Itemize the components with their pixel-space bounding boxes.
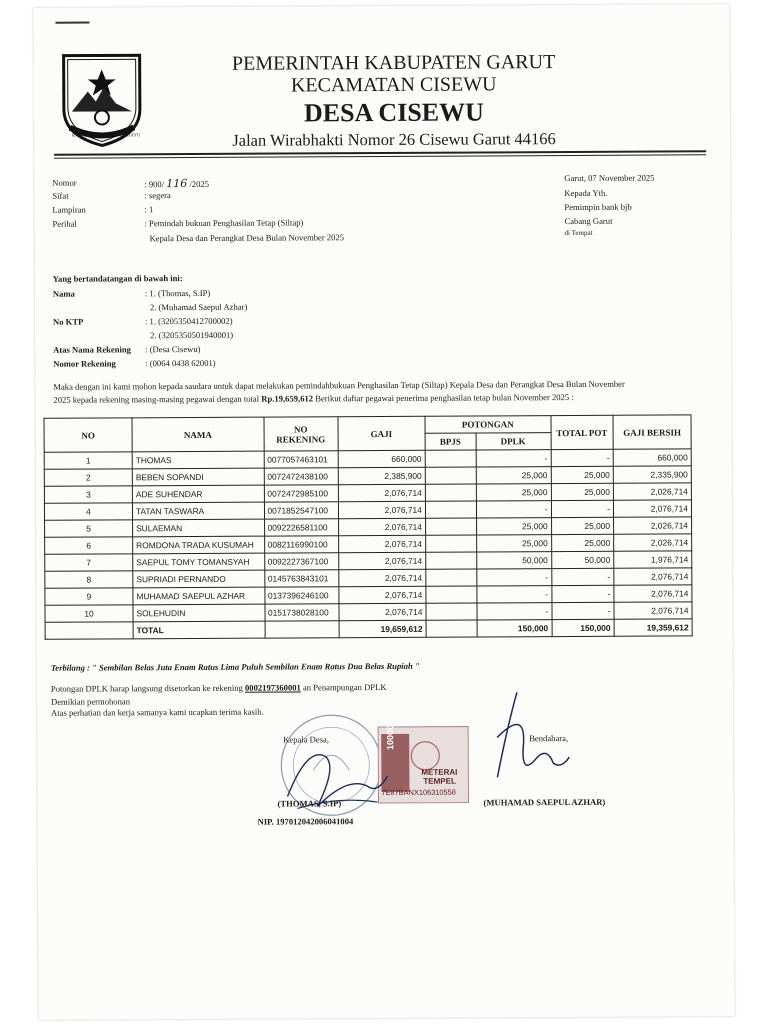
cell-gaji: 2,385,900 xyxy=(338,467,425,484)
col-no: NO xyxy=(44,418,132,452)
cell-dplk: - xyxy=(476,501,551,518)
cell-bpjs xyxy=(426,569,477,586)
cell-gaji: 2,076,714 xyxy=(339,552,426,569)
cell-bersih: 2,026,714 xyxy=(614,534,692,551)
cell-bersih: 2,076,714 xyxy=(614,585,692,602)
stamp-line1: METERAI xyxy=(421,767,458,777)
perihal-value: : Pemindah bukuan Penghasilan Tetap (Siltap) xyxy=(144,217,304,229)
sifat-value: : segera xyxy=(144,190,171,201)
lampiran-value: : 1 xyxy=(144,204,154,215)
cell-nama: SUPRIADI PERNANDO xyxy=(133,570,265,588)
bendahara-name: (MUHAMAD SAEPUL AZHAR) xyxy=(483,796,606,808)
cell-rekening: 0092226581100 xyxy=(264,519,338,536)
total-row xyxy=(45,619,692,639)
nomor-handwritten: 116 xyxy=(166,177,188,191)
cell-bpjs xyxy=(425,467,476,484)
col-nama: NAMA xyxy=(132,417,264,452)
signers-intro: Yang bertandatangan di bawah ini: xyxy=(52,273,183,284)
total-gaji: 19,659,612 xyxy=(339,620,426,637)
nomor-label: Nomor xyxy=(52,177,77,188)
closing-line1: Potongan DPLK harap langsung disetorkan ke rekening 0002197360001 an Penampungan DPLK xyxy=(50,681,387,694)
letter-date: Garut, 07 November 2025 xyxy=(564,172,655,184)
cell-total-pot: 25,000 xyxy=(551,466,613,483)
closing-line3: Atas perhatian dan kerja samanya kami ucapkan terima kasih. xyxy=(51,706,264,718)
cell-rekening: 0072472438100 xyxy=(264,468,338,485)
cell-gaji: 2,076,714 xyxy=(338,484,425,501)
letterhead-title: DESA CISEWU xyxy=(303,97,484,128)
col-gaji: GAJI xyxy=(338,416,425,450)
cell-dplk: 25,000 xyxy=(476,518,551,535)
cell-rekening: 0092227367100 xyxy=(264,553,338,570)
col-total-pot: TOTAL POT xyxy=(551,415,614,449)
letterhead-line1: PEMERINTAH KABUPATEN GARUT xyxy=(231,51,556,75)
cell-bpjs xyxy=(425,518,476,535)
cell-bpjs xyxy=(425,535,476,552)
cell-gaji: 2,076,714 xyxy=(339,569,426,586)
recipient-line1: Kepada Yth. xyxy=(564,187,608,199)
body-line2: 2025 kepada rekening masing-masing pegawai dengan total Rp.19,659,612 Berikut daftar pegawai penerima penghasilan tetap bulan November 2025 : xyxy=(53,392,574,405)
cell-dplk: - xyxy=(476,569,551,586)
cell-rekening: 0145763843101 xyxy=(264,570,338,587)
cell-nama: TATAN TASWARA xyxy=(132,502,264,520)
col-potongan: POTONGAN xyxy=(425,416,551,434)
perihal-value-2: Kepala Desa dan Perangkat Desa Bulan November 2025 xyxy=(149,232,345,244)
cell-bersih: 2,076,714 xyxy=(614,568,692,585)
cell-bersih: 2,335,900 xyxy=(613,466,691,483)
cell-dplk: 25,000 xyxy=(476,535,551,552)
cell-bpjs xyxy=(426,586,477,603)
cell-no: 3 xyxy=(44,486,132,503)
cell-no: 4 xyxy=(44,503,132,520)
cell-gaji: 2,076,714 xyxy=(338,535,425,552)
recipient-line3: Cabang Garut xyxy=(564,215,613,227)
cell-total-pot: 25,000 xyxy=(551,517,613,534)
cell-no: 8 xyxy=(45,571,133,588)
cell-rekening: 0071852547100 xyxy=(264,502,338,519)
salary-table xyxy=(44,414,693,639)
rekening-no-value: : (0064 0438 62001) xyxy=(145,357,216,369)
cell-gaji: 2,076,714 xyxy=(339,603,426,620)
cell-nama: ROMDONA TRADA KUSUMAH xyxy=(133,536,265,554)
cell-rekening: 0137396246100 xyxy=(264,587,338,604)
cell-dplk: 25,000 xyxy=(476,484,551,501)
cell-rekening: 0072472985100 xyxy=(264,485,338,502)
cell-no: 1 xyxy=(44,452,132,469)
cell-gaji: 2,076,714 xyxy=(338,501,425,518)
cell-gaji: 2,076,714 xyxy=(338,518,425,535)
bendahara-label: Bendahara, xyxy=(529,733,569,744)
cell-bpjs xyxy=(425,484,476,501)
cell-nama: THOMAS xyxy=(132,451,264,469)
col-gaji-bersih: GAJI BERSIH xyxy=(613,415,691,449)
nama-2: 2. (Muhamad Saepul Azhar) xyxy=(149,301,248,313)
corner-mark xyxy=(55,22,89,24)
cell-nama: SOLEHUDIN xyxy=(133,604,265,622)
cell-rekening: 0151738028100 xyxy=(264,604,338,621)
cell-nama: SULAEMAN xyxy=(133,519,265,537)
cell-total-pot: - xyxy=(551,568,613,585)
cell-bpjs xyxy=(426,603,477,620)
cell-nama: MUHAMAD SAEPUL AZHAR xyxy=(133,587,265,605)
cell-total-pot: 50,000 xyxy=(551,551,613,568)
col-bpjs: BPJS xyxy=(425,433,476,450)
closing-line2: Demikian permohonan xyxy=(50,696,131,707)
ktp-2: 2. (3205350501940001) xyxy=(150,329,234,341)
cell-dplk: - xyxy=(476,450,551,467)
cell-dplk: - xyxy=(476,603,551,620)
cell-total-pot: - xyxy=(551,585,613,602)
cell-total-pot: 25,000 xyxy=(551,483,613,500)
kepala-desa-name: (THOMAS, S.IP) xyxy=(277,798,342,809)
cell-bersih: 2,076,714 xyxy=(613,500,691,517)
col-dplk: DPLK xyxy=(476,433,551,450)
total-bersih: 19,359,612 xyxy=(614,619,692,636)
cell-no: 5 xyxy=(45,520,133,537)
cell-no: 2 xyxy=(44,469,132,486)
sifat-label: Sifat xyxy=(52,190,69,201)
recipient-line2: Pemimpin bank bjb xyxy=(564,201,632,213)
cell-total-pot: 25,000 xyxy=(551,534,613,551)
cell-bpjs xyxy=(425,450,476,467)
cell-bersih: 2,026,714 xyxy=(613,483,691,500)
cell-nama: SAEPUL TOMY TOMANSYAH xyxy=(133,553,265,571)
nama-1: : 1. (Thomas, S.IP) xyxy=(144,287,211,299)
ktp-1: : 1. (3205350412700002) xyxy=(144,315,233,327)
cell-dplk: 50,000 xyxy=(476,552,551,569)
cell-bpjs xyxy=(425,501,476,518)
body-total: Rp.19,659,612 xyxy=(261,393,314,404)
cell-dplk: - xyxy=(476,586,551,603)
cell-no: 6 xyxy=(45,537,133,554)
rekening-no-label: Nomor Rekening xyxy=(53,358,116,369)
cell-total-pot: - xyxy=(551,449,613,466)
cell-no: 9 xyxy=(45,588,133,605)
cell-bpjs xyxy=(426,552,477,569)
cell-no: 7 xyxy=(45,554,133,571)
total-pot: 150,000 xyxy=(552,619,614,636)
cell-bersih: 660,000 xyxy=(613,449,691,466)
cell-bersih: 2,076,714 xyxy=(614,602,692,619)
stamp-value: 10000 xyxy=(385,724,396,750)
stamp-line2: TEMPEL xyxy=(423,776,456,786)
kepala-desa-nip: NIP. 197012042006041004 xyxy=(257,816,354,827)
total-dplk: 150,000 xyxy=(477,620,552,637)
cell-bersih: 1,976,714 xyxy=(614,551,692,568)
kepala-desa-label: Kepala Desa, xyxy=(283,734,330,745)
cell-gaji: 660,000 xyxy=(338,450,425,467)
ktp-label: No KTP xyxy=(52,316,84,327)
perihal-label: Perihal xyxy=(52,218,77,229)
cell-no: 10 xyxy=(45,605,133,622)
cell-rekening: 0077057463101 xyxy=(264,451,338,468)
rekening-nama-value: : (Desa Cisewu) xyxy=(145,343,201,355)
cell-total-pot: - xyxy=(551,500,613,517)
cell-rekening: 0082116990100 xyxy=(264,536,338,553)
lampiran-label: Lampiran xyxy=(52,204,86,215)
cell-gaji: 2,076,714 xyxy=(339,586,426,603)
terbilang: Terbilang : " Sembilan Belas Juta Enam Ratus Lima Puluh Sembilan Enam Ratus Dua Belas Rupiah " xyxy=(50,660,420,673)
dplk-account: 0002197360001 xyxy=(244,682,301,693)
nomor-value: : 900/ 116 /2025 xyxy=(144,177,210,191)
cell-nama: ADE SUHENDAR xyxy=(132,485,264,503)
cell-dplk: 25,000 xyxy=(476,467,551,484)
total-label: TOTAL xyxy=(133,621,265,639)
nama-label: Nama xyxy=(52,288,75,299)
letter-page xyxy=(33,4,734,1020)
recipient-line4: di Tempat xyxy=(564,228,593,238)
cell-nama: BEBEN SOPANDI xyxy=(132,468,264,486)
letterhead-line2: KECAMATAN CISEWU xyxy=(290,73,497,97)
cell-bersih: 2,026,714 xyxy=(613,517,691,534)
col-rekening: NO REKENING xyxy=(264,417,338,451)
letterhead-address: Jalan Wirabhakti Nomor 26 Cisewu Garut 44166 xyxy=(232,129,556,150)
body-line1: Maka dengan ini kami mohon kepada saudara untuk dapat melakukan pemindahbukuan Penghasilan Tetap (Siltap) Kepala Desa dan Perangkat Desa Bulan November xyxy=(53,378,625,392)
rekening-nama-label: Atas Nama Rekening xyxy=(53,344,131,355)
stamp-serial: 7E87BANX106310558 xyxy=(381,787,456,798)
cell-total-pot: - xyxy=(552,602,614,619)
logo-motto: RAHAYU TRIRTRAH RAHAYU xyxy=(72,132,141,138)
